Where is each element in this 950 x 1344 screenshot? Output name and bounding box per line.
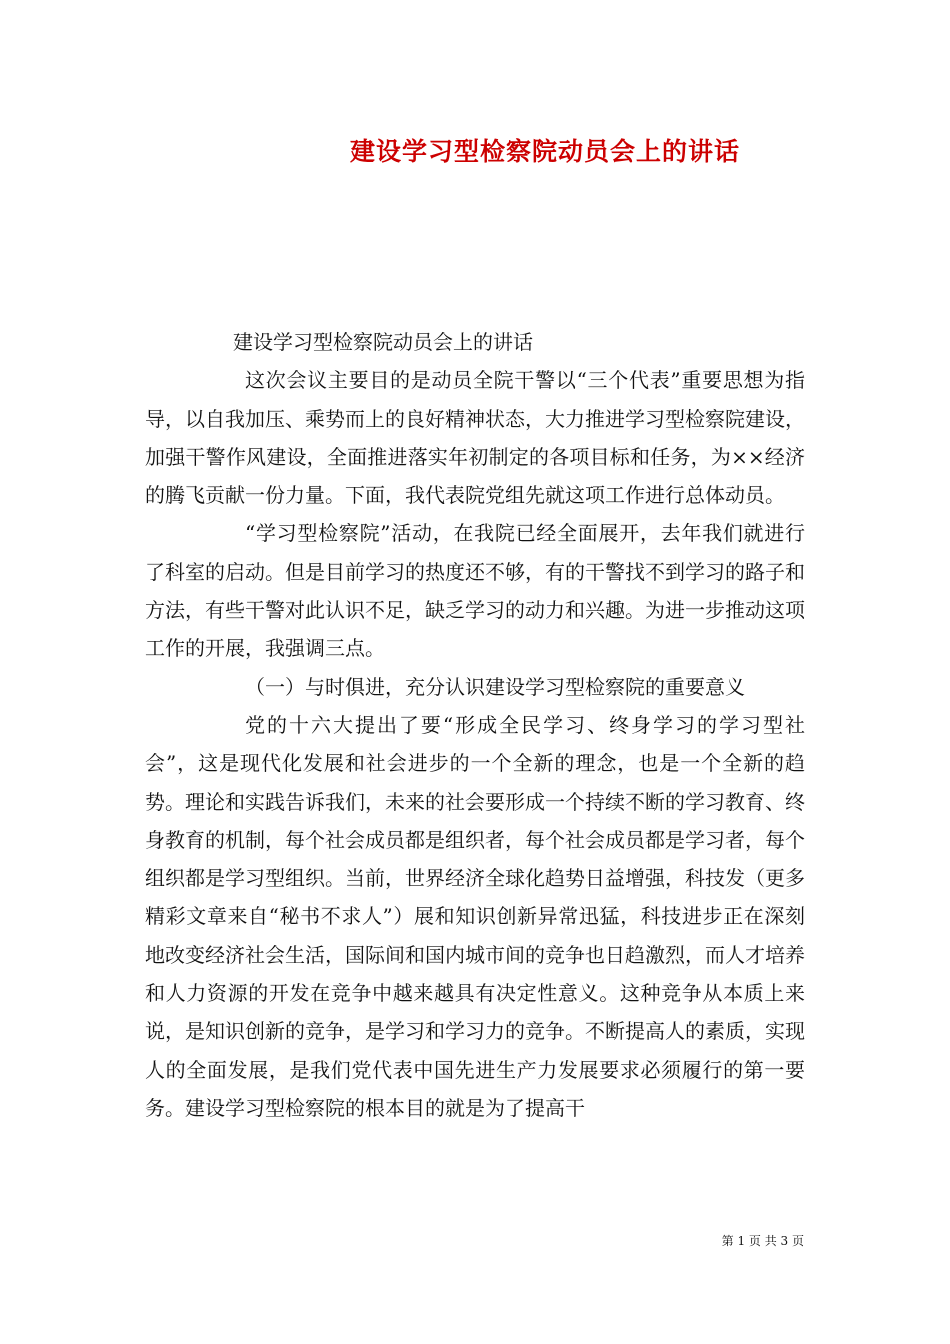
paragraph-2: “学习型检察院”活动，在我院已经全面展开，去年我们就进行了科室的启动。但是目前学习的热度还不够，有的干警找不到学习的路子和方法，有些干警对此认识不足，缺乏学习的动力和兴趣。为进一步推动这项工作的开展，我强调三点。: [145, 521, 805, 661]
paragraph-1: 这次会议主要目的是动员全院干警以“三个代表”重要思想为指导，以自我加压、乘势而上的良好精神状态，大力推进学习型检察院建设，加强干警作风建设，全面推进落实年初制定的各项目标和任务，为××经济的腾飞贡献一份力量。下面，我代表院党组先就这项工作进行总体动员。: [145, 368, 805, 508]
section-heading: （一）与时俱进，充分认识建设学习型检察院的重要意义: [245, 674, 745, 699]
document-title: 建设学习型检察院动员会上的讲话: [349, 137, 740, 166]
document-body: [145, 323, 805, 1127]
section-paragraph: 党的十六大提出了要“形成全民学习、终身学习的学习型社会”，这是现代化发展和社会进步的一个全新的理念，也是一个全新的趋势。理论和实践告诉我们，未来的社会要形成一个持续不断的学习教育、终身教育的机制，每个社会成员都是组织者，每个社会成员都是学习者，每个组织都是学习型组织。当前，世界经济全球化趋势日益增强，科技发（更多精彩文章来自“秘书不求人”）展和知识创新异常迅猛，科技进步正在深刻地改变经济社会生活，国际间和国内城市间的竞争也日趋激烈，而人才培养和人力资源的开发在竞争中越来越具有决定性意义。这种竞争从本质上来说，是知识创新的竞争，是学习和学习力的竞争。不断提高人的素质，实现人的全面发展，是我们党代表中国先进生产力发展要求必须履行的第一要务。建设学习型检察院的根本目的就是为了提高干: [145, 712, 805, 1120]
document-subtitle: 建设学习型检察院动员会上的讲话: [233, 330, 533, 354]
page-number: 第 1 页 共 3 页: [721, 1234, 804, 1248]
